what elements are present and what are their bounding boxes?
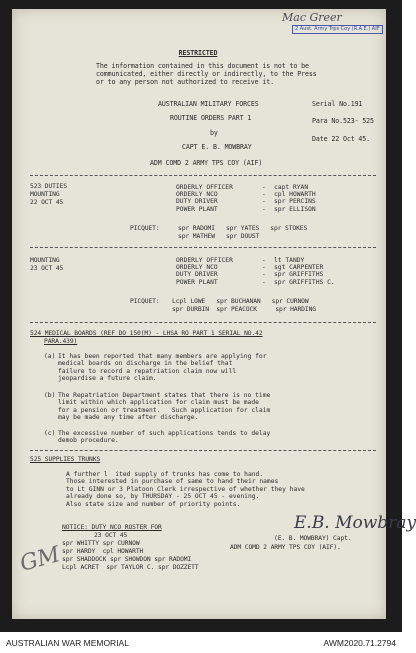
roster-row: POWER PLANT - spr GRIFFITHS C. [176, 278, 335, 286]
roster-row: ORDERLY OFFICER - lt TANDY [176, 257, 305, 264]
duties-label-2: MOUNTING [30, 191, 60, 198]
catalogue-number: AWM2020.71.2794 [323, 638, 396, 648]
mounting-label-1: MOUNTING [30, 257, 60, 264]
notice-roster-line: spr SHADDOCK spr SHOWDON spr RADOMI [62, 556, 192, 563]
handwritten-name: Mac Greer [282, 11, 342, 24]
notice-roster-line: spr HARDY cpl HOWARTH [62, 548, 144, 555]
mounting-label-2: 23 OCT 45 [30, 265, 64, 272]
org-name: AUSTRALIAN MILITARY FORCES [158, 100, 259, 108]
institution-name: AUSTRALIAN WAR MEMORIAL [6, 638, 129, 648]
duties-label-1: 523 DUTIES [30, 183, 67, 190]
picquet-label: PICQUET: [130, 298, 160, 305]
picquet-line-1: Lcpl LOWE spr BUCHANAN spr CURNOW [172, 298, 309, 305]
unit-stamp: 2 Aust. Army Trps Coy (R.A.E.) AIF [292, 25, 383, 34]
by-label: by [210, 129, 218, 137]
roster-row: ORDERLY NCO - cpl HOWARTH [176, 191, 316, 199]
handwritten-signature: E.B. Mowbray [294, 513, 416, 533]
picquet-label: PICQUET: [130, 225, 160, 232]
archive-footer [0, 632, 402, 653]
notice-roster-date: 23 OCT 45 [94, 532, 128, 539]
notice-line-2: communicated, either directly or indirectly, to the Press [96, 70, 317, 78]
handwritten-initials: GM [17, 542, 63, 577]
medical-heading: 524 MEDICAL BOARDS (REF DO 150(M) - LHSA RO PART 1 SERIAL NO.42 [30, 330, 263, 337]
serial-number: Serial No.191 [312, 100, 363, 108]
medical-heading-2: PARA.439) [44, 338, 78, 345]
roster-row: DUTY DRIVER - spr GRIFFITHS [176, 271, 324, 279]
roster-row: POWER PLANT - spr ELLISON [176, 205, 316, 213]
divider-4 [30, 450, 376, 451]
picquet-line-1: spr RADOMI spr YATES spr STOKES [178, 225, 308, 232]
notice-line-1: The information contained in this document is not to be [96, 62, 309, 70]
notice-roster-line: spr WHITTY spr CURNOW [62, 540, 140, 547]
roster-row: ORDERLY OFFICER - capt RYAN [176, 184, 309, 191]
unit-name: ADM COMD 2 ARMY TPS COY (AIF) [150, 159, 263, 167]
order-date: Date 22 Oct 45. [312, 135, 371, 143]
notice-roster-heading: NOTICE: DUTY NCO ROSTER FOR [62, 524, 162, 531]
divider-1 [30, 175, 376, 176]
roster-row: ORDERLY NCO - sgt CARPENTER [176, 264, 324, 272]
trunks-heading: 525 SUPPLIES TRUNKS [30, 456, 101, 463]
duties-roster [176, 184, 364, 213]
notice-roster-line: Lcpl ACRET spr TAYLOR C. spr DOZZETT [62, 564, 199, 571]
mounting-roster [176, 257, 364, 286]
picquet-line-2: spr MATHEW spr DOUST [178, 233, 260, 240]
duties-label-3: 22 OCT 45 [30, 199, 64, 206]
orders-title: ROUTINE ORDERS PART 1 [170, 114, 252, 122]
notice-line-3: or to any person not authorized to receive it. [96, 78, 275, 86]
divider-2 [30, 247, 376, 248]
picquet-line-2: spr DURBIN spr PEACOCK spr HARDING [172, 306, 316, 313]
document-page: Mac Greer 2 Aust. Army Trps Coy (R.A.E.) AIF RESTRICTED The information contained in this document is not to be communicated, either directly or indirectly, to the Press or to any person not authorized to receive it. AUSTRALIAN MILITARY FORCES ROUTINE ORDERS PART 1 by CAPT E. B. MOWBRAY ADM COMD 2 ARMY TPS COY (AIF) Serial No.191 Para No.523- 525 Date 22 Oct 45. 523 DUTIES MOUNTING 22 OCT 45 ORDERLY OFFICER - capt RYAN ORDERLY NCO - cpl HOWARTH DUTY DRIVER - spr PERCINS POWER PLANT - spr ELLISON PICQUET: spr RADOMI spr YATES spr STOKES spr MATHEW spr DOUST MOUNTING 23 OCT 45 ORDERLY OFFICER - lt TANDY ORDERLY NCO - sgt CARPENTER DUTY DRIVER - spr GRIFFITHS POWER PLANT - spr GRIFFITHS C. PICQUET: Lcpl LOWE spr BUCHANAN spr CURNOW spr DURBIN spr PEACOCK spr HARDING 524 MEDICAL BOARDS (REF DO 150(M) - LHSA RO PART 1 SERIAL NO.42 PARA.439) (a) It has been reported that many members are applying for medical boards on discharge in the belief that failure to record a repatriation claim now will jeopardise a future claim. (b) The Repatriation Department states that there is no time limit within which application for claim must be made for a pension or treatment. Such application for claim may be made any time after discharge. (c) The excessive number of such applications tends to delay demob procedure. 525 SUPPLIES TRUNKS A further l ited supply of trunks has come to hand. Those interested in purchase of same to hand their names to Lt GINN or 3 Platoon Clerk irrespective of whether they have already done so, by THURSDAY - 25 OCT 45 - evening. Also state size and number of priority points. NOTICE: DUTY NCO ROSTER FOR 23 OCT 45 spr WHITTY spr CURNOW spr HARDY cpl HOWARTH spr SHADDOCK spr SHOWDON spr RADOMI Lcpl ACRET spr TAYLOR C. spr DOZZETT E.B. Mowbray (E. B. MOWBRAY) Capt. ADM COMD 2 ARMY TPS COY (AIF). GM [12, 9, 386, 619]
signature-unit: ADM COMD 2 ARMY TPS COY (AIF). [230, 544, 341, 551]
divider-3 [30, 322, 376, 323]
para-number: Para No.523- 525 [312, 117, 374, 125]
signature-name: (E. B. MOWBRAY) Capt. [274, 535, 352, 542]
author-name: CAPT E. B. MOWBRAY [182, 143, 252, 151]
roster-row: DUTY DRIVER - spr PERCINS [176, 198, 316, 206]
restricted-heading: RESTRICTED [178, 49, 218, 57]
